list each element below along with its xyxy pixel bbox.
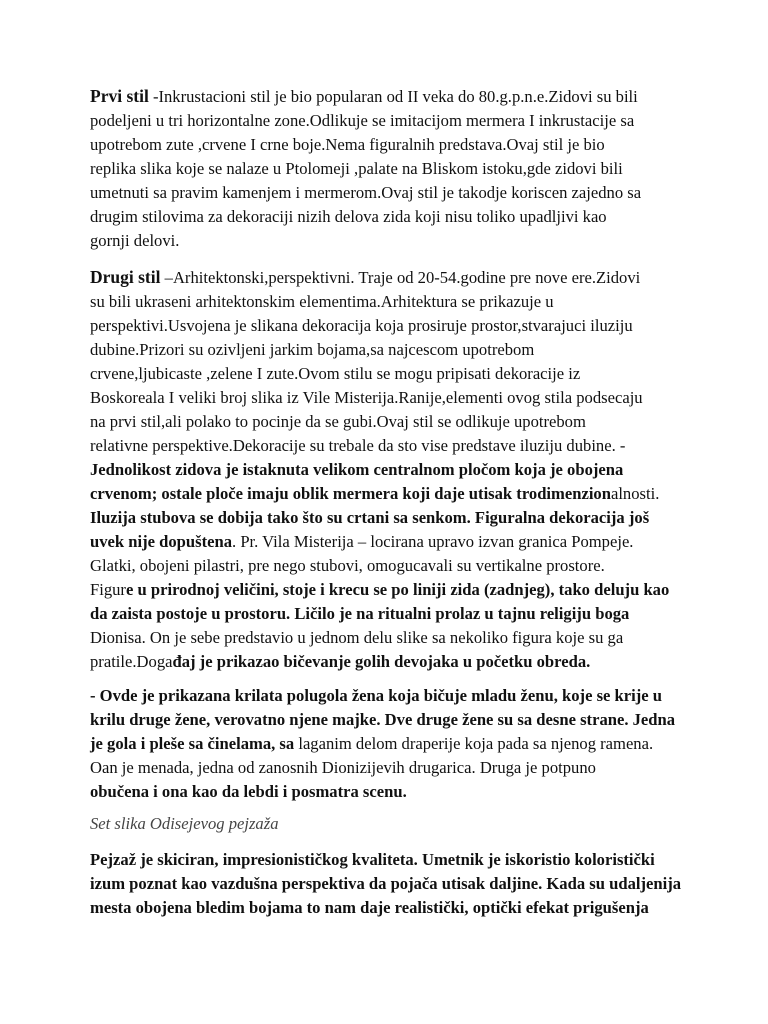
text-line [90,84,690,109]
text-line-bold: Iluzija stubova se dobija tako što su crtani sa senkom. Figuralna dekoracija još [90,508,650,527]
text-run: pratile.Doga [90,652,173,671]
text-run: laganim delom draperije koja pada sa njenog ramena. [294,734,654,753]
text-line: na prvi stil,ali polako to pocinje da se gubi.Ovaj stil se odlikuje upotrebom [90,412,586,431]
text-run: alnosti. [610,484,660,503]
text-run: –Arhitektonski,perspektivni. Traje od 20-54.godine pre nove ere.Zidovi [160,268,641,287]
spacer [90,836,690,848]
heading-prvi-stil: Prvi stil [90,86,149,106]
text-line [90,482,690,506]
text-line-bold: da zaista postoje u prostoru. Ličilo je na ritualni prolaz u tajnu religiju boga [90,604,630,623]
text-line [90,530,690,554]
text-line-bold: krilu druge žene, verovatno njene majke. Dve druge žene su sa desne strane. Jedna [90,710,676,729]
heading-drugi-stil: Drugi stil [90,267,161,287]
text-run-bold: je gola i pleše sa činelama, sa [90,734,295,753]
text-run-bold: crvenom; ostale ploče imaju oblik mermera koji daje utisak trodimenzion [90,484,611,503]
text-run: Figur [90,580,126,599]
text-line [90,732,690,756]
text-line [90,578,690,602]
text-line: gornji delovi. [90,231,180,250]
spacer [90,253,690,265]
text-line-bold: - Ovde je prikazana krilata polugola žena koja bičuje mladu ženu, koje se krije u [90,686,663,705]
text-run: -Inkrustacioni stil je bio popularan od II veka do 80.g.p.n.e.Zidovi su bili [148,87,638,106]
text-run-bold: e u prirodnoj veličini, stoje i krecu se po liniji zida (zadnjeg), tako deluju kao [125,580,670,599]
text-run-bold: đaj je prikazao bičevanje golih devojaka u početku obreda. [172,652,591,671]
text-line-bold: Pejzaž je skiciran, impresionističkog kvaliteta. Umetnik je iskoristio koloristički [90,850,655,869]
text-run-bold: uvek nije dopuštena [90,532,233,551]
text-line: Glatki, obojeni pilastri, pre nego stubovi, omogucavali su vertikalne prostore. [90,556,605,575]
paragraph-prvi-stil [90,84,690,253]
caption-odisejev-pejzaz: Set slika Odisejevog pejzaža [90,814,279,833]
text-line: replika slika koje se nalaze u Ptolomeji ,palate na Bliskom istoku,gde zidovi bili [90,159,623,178]
text-line: su bili ukraseni arhitektonskim elementima.Arhitektura se prikazuje u [90,292,554,311]
text-line-bold: obučena i ona kao da lebdi i posmatra scenu. [90,782,407,801]
text-run: . Pr. Vila Misterija – locirana upravo izvan granica Pompeje. [232,532,634,551]
text-line: podeljeni u tri horizontalne zone.Odlikuje se imitacijom mermera I inkrustacije sa [90,111,635,130]
text-line: upotrebom zute ,crvene I crne boje.Nema figuralnih predstava.Ovaj stil je bio [90,135,605,154]
text-line-bold: mesta obojena bledim bojama to nam daje realistički, optički efekat prigušenja [90,898,649,917]
text-line [90,265,690,290]
spacer [90,804,690,812]
paragraph-drugi-stil [90,265,690,674]
paragraph-opis-scene [90,684,690,804]
document-page [90,84,690,920]
spacer [90,674,690,684]
text-line: dubine.Prizori su ozivljeni jarkim bojama,sa najcescom upotrebom [90,340,535,359]
paragraph-pejzaz [90,848,690,920]
text-line: umetnuti sa pravim kamenjem i mermerom.Ovaj stil je takodje koriscen zajedno sa [90,183,642,202]
text-line: Boskoreala I veliki broj slika iz Vile Misterija.Ranije,elementi ovog stila podsecaju [90,388,643,407]
text-line: relativne perspektive.Dekoracije su trebale da sto vise predstave iluziju dubine. - [90,436,626,455]
text-line: drugim stilovima za dekoraciji nizih delova zida koji nisu toliko upadljivi kao [90,207,607,226]
text-line: Dionisa. On je sebe predstavio u jednom delu slike sa nekoliko figura koje su ga [90,628,624,647]
text-line [90,650,690,674]
text-line-bold: izum poznat kao vazdušna perspektiva da pojača utisak daljine. Kada su udaljenija [90,874,682,893]
text-line: crvene,ljubicaste ,zelene I zute.Ovom stilu se mogu pripisati dekoracije iz [90,364,581,383]
text-line-bold: Jednolikost zidova je istaknuta velikom centralnom pločom koja je obojena [90,460,624,479]
text-line: perspektivi.Usvojena je slikana dekoracija koja prosiruje prostor,stvarajuci iluziju [90,316,633,335]
text-line: Oan je menada, jedna od zanosnih Dionizijevih drugarica. Druga je potpuno [90,758,596,777]
